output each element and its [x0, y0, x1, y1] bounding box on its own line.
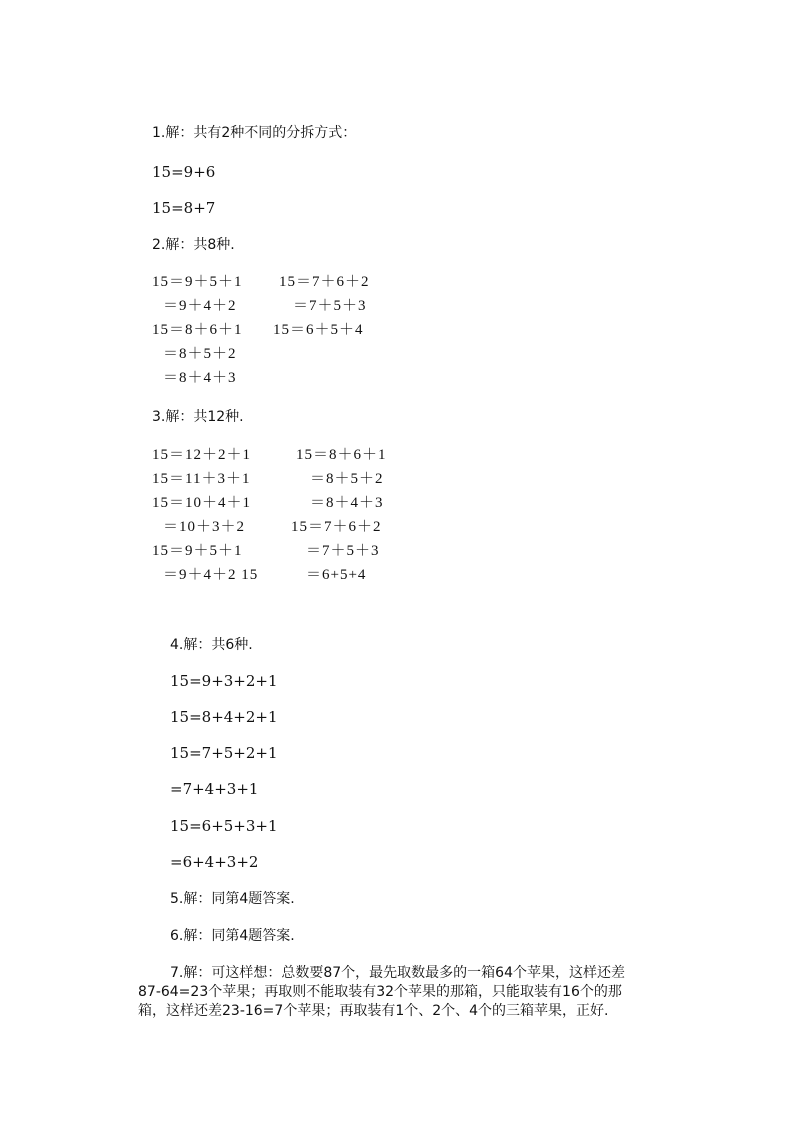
q2-heading: 2.解：共8种.: [152, 237, 235, 253]
q1-line-2: 15=8+7: [152, 199, 216, 217]
q4-line-4: =7+4+3+1: [170, 780, 259, 798]
q4-line-6: =6+4+3+2: [170, 853, 259, 871]
q2-right-1: 15＝7＋6＋2: [279, 274, 370, 290]
q1-line-1: 15=9+6: [152, 163, 216, 181]
q3-right-2: ＝8＋5＋2: [310, 471, 384, 487]
q3-right-1: 15＝8＋6＋1: [296, 447, 387, 463]
q4-line-3: 15=7+5+2+1: [170, 744, 278, 762]
q3-right-5: ＝7＋5＋3: [306, 543, 380, 559]
q7-line-3: 箱，这样还差23-16=7个苹果；再取装有1个、2个、4个的三箱苹果，正好.: [138, 1003, 609, 1019]
q2-right-3: 15＝6＋5＋4: [273, 322, 364, 338]
q3-left-4: ＝10＋3＋2: [163, 519, 246, 535]
q3-right-3: ＝8＋4＋3: [310, 495, 384, 511]
q3-left-6: ＝9＋4＋2 15: [163, 567, 259, 583]
q2-right-2: ＝7＋5＋3: [293, 298, 367, 314]
q3-right-4: 15＝7＋6＋2: [291, 519, 382, 535]
q4-heading: 4.解：共6种.: [170, 637, 253, 653]
q2-left-2: ＝9＋4＋2: [163, 298, 237, 314]
q6-heading: 6.解：同第4题答案.: [170, 928, 295, 944]
q2-left-1: 15＝9＋5＋1: [152, 274, 243, 290]
q3-right-6: ＝6+5+4: [306, 567, 367, 583]
q3-left-5: 15＝9＋5＋1: [152, 543, 243, 559]
q4-line-5: 15=6+5+3+1: [170, 817, 278, 835]
q4-line-2: 15=8+4+2+1: [170, 708, 278, 726]
q7-line-1: 7.解：可这样想：总数要87个，最先取数最多的一箱64个苹果，这样还差: [170, 965, 625, 981]
q1-heading: 1.解：共有2种不同的分拆方式：: [152, 125, 357, 141]
q2-left-5: ＝8＋4＋3: [163, 370, 237, 386]
q3-left-2: 15＝11＋3＋1: [152, 471, 251, 487]
q3-left-1: 15＝12＋2＋1: [152, 447, 252, 463]
q2-left-3: 15＝8＋6＋1: [152, 322, 243, 338]
q3-heading: 3.解：共12种.: [152, 409, 244, 425]
q3-left-3: 15＝10＋4＋1: [152, 495, 252, 511]
q7-line-2: 87-64=23个苹果；再取则不能取装有32个苹果的那箱，只能取装有16个的那: [138, 984, 622, 1000]
q4-line-1: 15=9+3+2+1: [170, 672, 278, 690]
q5-heading: 5.解：同第4题答案.: [170, 891, 295, 907]
q2-left-4: ＝8＋5＋2: [163, 346, 237, 362]
